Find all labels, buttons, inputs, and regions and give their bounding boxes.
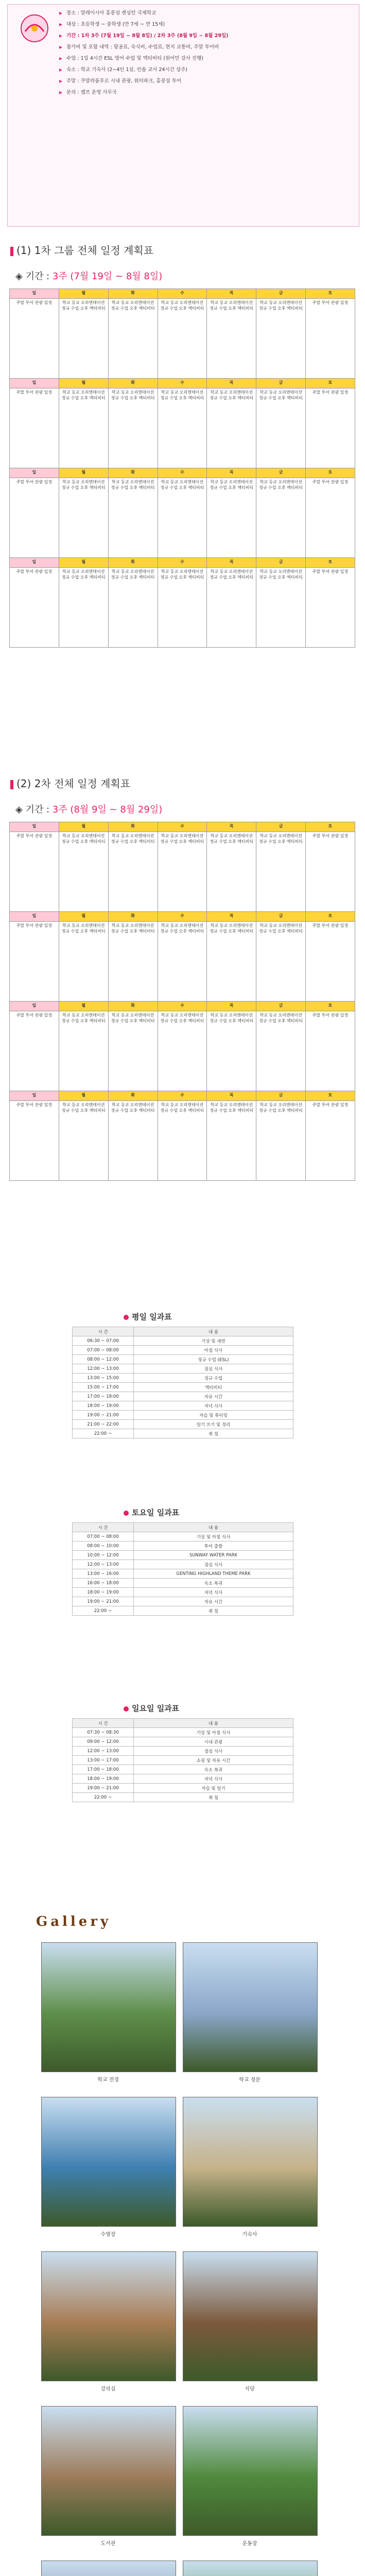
cal1-day-header: 일 <box>10 558 59 568</box>
table-row <box>73 1784 293 1793</box>
table-row <box>73 1606 293 1616</box>
schedule-cell: 17:00 ~ 18:00 <box>73 1765 134 1774</box>
table-row <box>73 1793 293 1802</box>
schedule-cell: 15:00 ~ 17:00 <box>73 1383 134 1392</box>
schedule-cell: 16:00 ~ 18:00 <box>73 1579 134 1588</box>
schedule-header: 시 간 <box>73 1327 134 1336</box>
schedule-cell: 액티비티 <box>134 1383 293 1392</box>
table-row <box>73 1401 293 1411</box>
gallery-photo[interactable] <box>183 2406 318 2536</box>
cal1-day-cell: 학교 등교 오리엔테이션 정규 수업 오후 액티비티 <box>158 299 207 379</box>
cal2-day-header: 월 <box>59 1091 108 1101</box>
schedule-cell: 숙소 복귀 <box>134 1765 293 1774</box>
info-item: ▶ 장소 : 말레이시아 홍콩섬 켄싱턴 국제학교 <box>59 10 353 16</box>
weekday-schedule-title: 평일 일과표 <box>124 1311 172 1322</box>
table-row <box>73 1728 293 1737</box>
schedule-cell: 12:00 ~ 13:00 <box>73 1364 134 1374</box>
cal1-day-header: 토 <box>306 558 355 568</box>
cal1-day-header: 금 <box>256 468 306 478</box>
info-item: ▶ 수업 : 1일 4시간 ESL 영어 수업 및 액티비티 (원어민 강사 진행) <box>59 55 353 62</box>
cal2-day-header: 수 <box>158 1002 207 1011</box>
cal1-day-cell: 학교 등교 오리엔테이션 정규 수업 오후 액티비티 <box>59 568 108 648</box>
schedule-cell: 점심 식사 <box>134 1560 293 1569</box>
schedule-cell: 22:00 ~ <box>73 1793 134 1802</box>
schedule-cell: 정규 수업 (ESL) <box>134 1355 293 1364</box>
schedule-cell: SUNWAY WATER PARK <box>134 1551 293 1560</box>
cal1-day-header: 일 <box>10 379 59 388</box>
table-row <box>73 1392 293 1401</box>
cal1-day-header: 토 <box>306 289 355 299</box>
cal2-day-cell: 주말 투어 관광 일정 <box>10 1101 59 1181</box>
cal1-day-cell: 주말 투어 관광 일정 <box>10 478 59 558</box>
schedule-cell: 자유 시간 <box>134 1597 293 1606</box>
schedule-cell: 시내 관광 <box>134 1737 293 1747</box>
cal1-day-cell: 주말 투어 관광 일정 <box>10 299 59 379</box>
section1-calendar <box>9 289 355 648</box>
gallery-photo[interactable] <box>183 1942 318 2072</box>
cal1-day-header: 월 <box>59 468 108 478</box>
schedule-header: 시 간 <box>73 1719 134 1728</box>
cal1-day-cell: 학교 등교 오리엔테이션 정규 수업 오후 액티비티 <box>59 478 108 558</box>
table-row <box>73 1737 293 1747</box>
cal2-day-header: 금 <box>256 1002 306 1011</box>
schedule-cell: 19:00 ~ 21:00 <box>73 1784 134 1793</box>
cal2-day-cell: 학교 등교 오리엔테이션 정규 수업 오후 액티비티 <box>256 1101 306 1181</box>
info-list <box>59 10 353 100</box>
table-row <box>73 1560 293 1569</box>
cal2-day-header: 금 <box>256 822 306 832</box>
schedule-cell: 기상 및 아침 식사 <box>134 1728 293 1737</box>
cal1-day-header: 목 <box>207 468 256 478</box>
cal2-day-header: 화 <box>108 1002 158 1011</box>
table-row <box>73 1364 293 1374</box>
cal1-day-cell: 학교 등교 오리엔테이션 정규 수업 오후 액티비티 <box>158 388 207 468</box>
cal2-day-header: 일 <box>10 912 59 922</box>
cal1-day-cell: 학교 등교 오리엔테이션 정규 수업 오후 액티비티 <box>256 568 306 648</box>
cal1-day-header: 화 <box>108 379 158 388</box>
gallery-photo[interactable] <box>41 2097 176 2227</box>
schedule-cell: 07:30 ~ 08:30 <box>73 1728 134 1737</box>
camp-info-box <box>7 4 359 227</box>
cal2-day-cell: 학교 등교 오리엔테이션 정규 수업 오후 액티비티 <box>59 1101 108 1181</box>
cal2-day-cell: 학교 등교 오리엔테이션 정규 수업 오후 액티비티 <box>158 1101 207 1181</box>
cal1-day-header: 목 <box>207 289 256 299</box>
cal1-day-header: 목 <box>207 558 256 568</box>
cal1-day-cell: 주말 투어 관광 일정 <box>306 388 355 468</box>
schedule-cell: 일기 쓰기 및 정리 <box>134 1420 293 1429</box>
cal1-day-cell: 학교 등교 오리엔테이션 정규 수업 오후 액티비티 <box>108 478 158 558</box>
cal2-day-cell: 주말 투어 관광 일정 <box>306 1101 355 1181</box>
cal1-day-cell: 학교 등교 오리엔테이션 정규 수업 오후 액티비티 <box>108 388 158 468</box>
cal1-day-header: 화 <box>108 289 158 299</box>
table-row <box>73 1532 293 1541</box>
table-row <box>73 1774 293 1784</box>
cal2-day-cell: 학교 등교 오리엔테이션 정규 수업 오후 액티비티 <box>256 922 306 1002</box>
cal2-day-cell: 학교 등교 오리엔테이션 정규 수업 오후 액티비티 <box>207 922 256 1002</box>
cal1-day-header: 월 <box>59 379 108 388</box>
gallery-caption: 식당 <box>245 2386 255 2392</box>
cal1-day-cell: 학교 등교 오리엔테이션 정규 수업 오후 액티비티 <box>207 299 256 379</box>
gallery-photo[interactable] <box>41 2251 176 2381</box>
cal1-day-header: 월 <box>59 289 108 299</box>
camp-logo-icon <box>14 13 55 44</box>
schedule-cell: 점심 식사 <box>134 1747 293 1756</box>
cal2-day-header: 수 <box>158 1091 207 1101</box>
schedule-cell: 22:00 ~ <box>73 1606 134 1616</box>
cal1-day-cell: 학교 등교 오리엔테이션 정규 수업 오후 액티비티 <box>207 568 256 648</box>
weekday-schedule-table <box>72 1327 293 1438</box>
cal2-day-cell: 학교 등교 오리엔테이션 정규 수업 오후 액티비티 <box>108 832 158 912</box>
cal2-day-header: 토 <box>306 1002 355 1011</box>
table-row <box>73 1765 293 1774</box>
cal2-day-cell: 학교 등교 오리엔테이션 정규 수업 오후 액티비티 <box>207 1011 256 1091</box>
cal2-day-header: 토 <box>306 912 355 922</box>
cal1-day-header: 수 <box>158 558 207 568</box>
table-row <box>73 1336 293 1346</box>
schedule-cell: 취 침 <box>134 1606 293 1616</box>
cal2-day-header: 화 <box>108 912 158 922</box>
schedule-cell: 취 침 <box>134 1793 293 1802</box>
schedule-cell: 07:00 ~ 08:00 <box>73 1532 134 1541</box>
cal2-day-cell: 학교 등교 오리엔테이션 정규 수업 오후 액티비티 <box>207 832 256 912</box>
schedule-cell: 기상 및 세면 <box>134 1336 293 1346</box>
cal1-day-cell: 학교 등교 오리엔테이션 정규 수업 오후 액티비티 <box>158 478 207 558</box>
gallery-photo[interactable] <box>183 2097 318 2227</box>
cal2-day-header: 월 <box>59 822 108 832</box>
cal1-day-cell: 학교 등교 오리엔테이션 정규 수업 오후 액티비티 <box>256 388 306 468</box>
schedule-cell: 18:00 ~ 19:00 <box>73 1774 134 1784</box>
schedule-cell: 13:00 ~ 16:00 <box>73 1569 134 1579</box>
cal1-day-header: 월 <box>59 558 108 568</box>
cal1-day-cell: 주말 투어 관광 일정 <box>306 568 355 648</box>
cal1-day-cell: 학교 등교 오리엔테이션 정규 수업 오후 액티비티 <box>59 388 108 468</box>
cal1-day-header: 토 <box>306 468 355 478</box>
cal2-day-header: 목 <box>207 1002 256 1011</box>
cal1-day-header: 화 <box>108 468 158 478</box>
schedule-cell: 17:00 ~ 18:00 <box>73 1392 134 1401</box>
cal1-day-cell: 학교 등교 오리엔테이션 정규 수업 오후 액티비티 <box>108 299 158 379</box>
schedule-cell: 저녁 식사 <box>134 1774 293 1784</box>
gallery-caption: 도서관 <box>100 2541 116 2547</box>
section1-title: (1) 1차 그룹 전체 일정 계획표 <box>10 242 153 257</box>
cal2-day-header: 월 <box>59 912 108 922</box>
cal1-day-header: 수 <box>158 379 207 388</box>
cal2-day-header: 월 <box>59 1002 108 1011</box>
cal2-day-cell: 주말 투어 관광 일정 <box>306 922 355 1002</box>
cal2-day-header: 금 <box>256 1091 306 1101</box>
schedule-cell: 기상 및 아침 식사 <box>134 1532 293 1541</box>
cal2-day-cell: 학교 등교 오리엔테이션 정규 수업 오후 액티비티 <box>158 832 207 912</box>
cal1-day-header: 수 <box>158 289 207 299</box>
table-row <box>73 1429 293 1438</box>
cal2-day-header: 수 <box>158 822 207 832</box>
schedule-cell: 자습 및 튜터링 <box>134 1411 293 1420</box>
table-row <box>73 1541 293 1551</box>
cal2-day-cell: 주말 투어 관광 일정 <box>10 832 59 912</box>
schedule-cell: 13:00 ~ 15:00 <box>73 1374 134 1383</box>
cal1-day-cell: 학교 등교 오리엔테이션 정규 수업 오후 액티비티 <box>207 478 256 558</box>
schedule-cell: 19:00 ~ 21:00 <box>73 1411 134 1420</box>
cal1-day-header: 금 <box>256 379 306 388</box>
cal1-day-cell: 학교 등교 오리엔테이션 정규 수업 오후 액티비티 <box>59 299 108 379</box>
sunday-schedule-table <box>72 1718 293 1802</box>
gallery-caption: 강의실 <box>100 2386 116 2392</box>
cal1-day-cell: 주말 투어 관광 일정 <box>10 568 59 648</box>
cal1-day-header: 화 <box>108 558 158 568</box>
cal1-day-cell: 학교 등교 오리엔테이션 정규 수업 오후 액티비티 <box>108 568 158 648</box>
table-row <box>73 1383 293 1392</box>
schedule-cell: 투어 출발 <box>134 1541 293 1551</box>
gallery-caption: 기숙사 <box>242 2232 257 2238</box>
table-row <box>73 1597 293 1606</box>
cal1-day-header: 금 <box>256 558 306 568</box>
cal2-day-header: 목 <box>207 1091 256 1101</box>
cal1-day-cell: 주말 투어 관광 일정 <box>306 478 355 558</box>
schedule-cell: 09:00 ~ 12:00 <box>73 1737 134 1747</box>
schedule-cell: 19:00 ~ 21:00 <box>73 1597 134 1606</box>
info-item: ▶ 주말 : 쿠알라룸푸르 시내 관광, 워터파크, 홍콩섬 투어 <box>59 78 353 84</box>
schedule-cell: 아침 식사 <box>134 1346 293 1355</box>
section2-calendar <box>9 822 355 1181</box>
cal2-day-cell: 학교 등교 오리엔테이션 정규 수업 오후 액티비티 <box>108 1011 158 1091</box>
schedule-header: 내 용 <box>134 1523 293 1532</box>
cal1-day-header: 일 <box>10 468 59 478</box>
cal2-day-cell: 주말 투어 관광 일정 <box>10 1011 59 1091</box>
schedule-header: 내 용 <box>134 1719 293 1728</box>
cal2-day-cell: 주말 투어 관광 일정 <box>306 1011 355 1091</box>
cal1-day-cell: 학교 등교 오리엔테이션 정규 수업 오후 액티비티 <box>256 299 306 379</box>
cal2-day-cell: 학교 등교 오리엔테이션 정규 수업 오후 액티비티 <box>59 922 108 1002</box>
gallery-caption: 수영장 <box>100 2232 116 2238</box>
cal2-day-header: 금 <box>256 912 306 922</box>
cal2-day-header: 일 <box>10 1091 59 1101</box>
gallery-caption: 학교 전경 <box>97 2077 119 2083</box>
schedule-cell: 08:00 ~ 10:00 <box>73 1541 134 1551</box>
table-row <box>73 1411 293 1420</box>
schedule-cell: GENTING HIGHLAND THEME PARK <box>134 1569 293 1579</box>
gallery-photo[interactable] <box>183 2251 318 2381</box>
schedule-cell: 10:00 ~ 12:00 <box>73 1551 134 1560</box>
cal2-day-cell: 학교 등교 오리엔테이션 정규 수업 오후 액티비티 <box>108 922 158 1002</box>
info-item: ▶ 문의 : 캠프 운영 사무국 <box>59 89 353 96</box>
info-item: ▶ 참가비 및 포함 내역 : 항공료, 숙식비, 수업료, 현지 교통비, 주말 투어비 <box>59 44 353 50</box>
cal2-day-cell: 학교 등교 오리엔테이션 정규 수업 오후 액티비티 <box>108 1101 158 1181</box>
section2-period: ◈ 기간 : 3주 (8월 9일 ~ 8월 29일) <box>15 804 163 815</box>
schedule-header: 시 간 <box>73 1523 134 1532</box>
info-item: ▶ 대상 : 초등학생 ~ 중학생 (만 7세 ~ 만 15세) <box>59 21 353 28</box>
cal2-day-cell: 학교 등교 오리엔테이션 정규 수업 오후 액티비티 <box>158 1011 207 1091</box>
schedule-cell: 점심 식사 <box>134 1364 293 1374</box>
info-item: ▶ 기간 : 1차 3주 (7월 19일 ~ 8월 8일) / 2차 3주 (8월 9일 ~ 8월 29일) <box>59 32 353 39</box>
cal2-day-cell: 학교 등교 오리엔테이션 정규 수업 오후 액티비티 <box>256 832 306 912</box>
gallery-caption: 운동장 <box>242 2541 257 2547</box>
schedule-cell: 12:00 ~ 13:00 <box>73 1560 134 1569</box>
table-row <box>73 1355 293 1364</box>
cal2-day-cell: 학교 등교 오리엔테이션 정규 수업 오후 액티비티 <box>59 1011 108 1091</box>
cal1-day-cell: 주말 투어 관광 일정 <box>10 388 59 468</box>
gallery-photo[interactable] <box>41 2406 176 2536</box>
cal1-day-header: 목 <box>207 379 256 388</box>
cal1-day-header: 일 <box>10 289 59 299</box>
cal2-day-header: 화 <box>108 1091 158 1101</box>
schedule-cell: 13:00 ~ 17:00 <box>73 1756 134 1765</box>
cal1-day-header: 수 <box>158 468 207 478</box>
schedule-cell: 21:00 ~ 22:00 <box>73 1420 134 1429</box>
schedule-cell: 정규 수업 <box>134 1374 293 1383</box>
schedule-cell: 숙소 복귀 <box>134 1579 293 1588</box>
schedule-cell: 저녁 식사 <box>134 1588 293 1597</box>
schedule-cell: 취 침 <box>134 1429 293 1438</box>
schedule-cell: 18:00 ~ 19:00 <box>73 1588 134 1597</box>
gallery-photo[interactable] <box>41 1942 176 2072</box>
cal2-day-cell: 주말 투어 관광 일정 <box>306 832 355 912</box>
cal1-day-cell: 학교 등교 오리엔테이션 정규 수업 오후 액티비티 <box>256 478 306 558</box>
cal1-day-header: 토 <box>306 379 355 388</box>
cal2-day-header: 토 <box>306 822 355 832</box>
schedule-cell: 자습 및 일기 <box>134 1784 293 1793</box>
table-row <box>73 1346 293 1355</box>
saturday-schedule-table <box>72 1522 293 1616</box>
table-row <box>73 1747 293 1756</box>
cal1-day-cell: 학교 등교 오리엔테이션 정규 수업 오후 액티비티 <box>158 568 207 648</box>
table-row <box>73 1374 293 1383</box>
table-row <box>73 1579 293 1588</box>
info-item: ▶ 숙소 : 학교 기숙사 (2~4인 1실, 인솔 교사 24시간 상주) <box>59 66 353 73</box>
cal2-day-cell: 학교 등교 오리엔테이션 정규 수업 오후 액티비티 <box>256 1011 306 1091</box>
cal2-day-cell: 학교 등교 오리엔테이션 정규 수업 오후 액티비티 <box>207 1101 256 1181</box>
schedule-header: 내 용 <box>134 1327 293 1336</box>
gallery-title: Gallery <box>36 1914 112 1929</box>
cal2-day-cell: 학교 등교 오리엔테이션 정규 수업 오후 액티비티 <box>59 832 108 912</box>
schedule-cell: 18:00 ~ 19:00 <box>73 1401 134 1411</box>
table-row <box>73 1420 293 1429</box>
table-row <box>73 1756 293 1765</box>
cal2-day-cell: 주말 투어 관광 일정 <box>10 922 59 1002</box>
cal1-day-cell: 주말 투어 관광 일정 <box>306 299 355 379</box>
cal2-day-header: 일 <box>10 1002 59 1011</box>
cal2-day-header: 목 <box>207 912 256 922</box>
table-row <box>73 1588 293 1597</box>
schedule-cell: 저녁 식사 <box>134 1401 293 1411</box>
cal2-day-header: 화 <box>108 822 158 832</box>
cal2-day-header: 수 <box>158 912 207 922</box>
saturday-schedule-title: 토요일 일과표 <box>124 1507 179 1518</box>
cal1-day-header: 금 <box>256 289 306 299</box>
sunday-schedule-title: 일요일 일과표 <box>124 1703 179 1714</box>
cal2-day-cell: 학교 등교 오리엔테이션 정규 수업 오후 액티비티 <box>158 922 207 1002</box>
cal2-day-header: 목 <box>207 822 256 832</box>
cal2-day-header: 일 <box>10 822 59 832</box>
table-row <box>73 1551 293 1560</box>
table-row <box>73 1569 293 1579</box>
gallery-caption: 학교 정문 <box>239 2077 260 2083</box>
cal1-day-cell: 학교 등교 오리엔테이션 정규 수업 오후 액티비티 <box>207 388 256 468</box>
cal2-day-header: 토 <box>306 1091 355 1101</box>
gallery-photo[interactable] <box>183 2561 318 2576</box>
schedule-cell: 22:00 ~ <box>73 1429 134 1438</box>
schedule-cell: 쇼핑 및 자유 시간 <box>134 1756 293 1765</box>
section1-period: ◈ 기간 : 3주 (7월 19일 ~ 8월 8일) <box>15 271 163 282</box>
schedule-cell: 07:00 ~ 08:00 <box>73 1346 134 1355</box>
schedule-cell: 06:30 ~ 07:00 <box>73 1336 134 1346</box>
gallery-photo[interactable] <box>41 2561 176 2576</box>
section2-title: (2) 2차 전체 일정 계획표 <box>10 775 130 790</box>
schedule-cell: 자유 시간 <box>134 1392 293 1401</box>
schedule-cell: 12:00 ~ 13:00 <box>73 1747 134 1756</box>
schedule-cell: 08:00 ~ 12:00 <box>73 1355 134 1364</box>
